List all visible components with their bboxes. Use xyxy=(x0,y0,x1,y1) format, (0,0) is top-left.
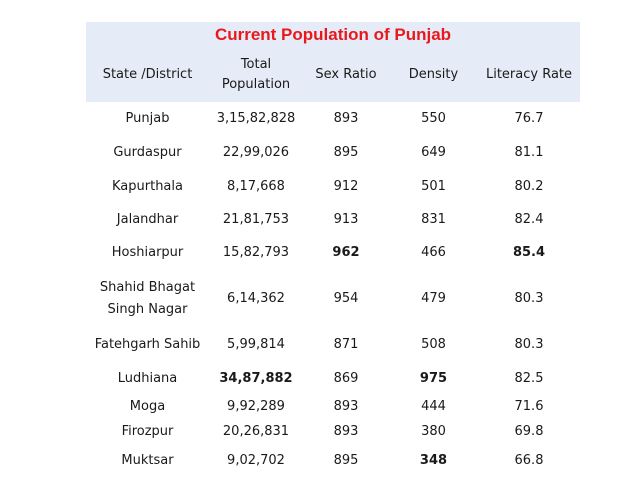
cell-population: 9,02,702 xyxy=(227,453,285,468)
table-row xyxy=(86,395,580,419)
cell-literacy: 80.3 xyxy=(514,291,544,306)
cell-district: Shahid Bhagat Singh Nagar xyxy=(99,280,196,317)
cell-sex-ratio: 893 xyxy=(333,424,359,439)
header-literacy-rate: Literacy Rate xyxy=(485,67,573,82)
cell-population: 5,99,814 xyxy=(227,337,285,352)
cell-district: Kapurthala xyxy=(112,179,183,194)
cell-district: Gurdaspur xyxy=(113,145,182,160)
cell-density: 501 xyxy=(421,179,446,194)
table-row xyxy=(86,328,580,362)
cell-population: 9,92,289 xyxy=(227,399,285,414)
table-title: Current Population of Punjab xyxy=(86,22,580,48)
table-row xyxy=(86,270,580,328)
table-row xyxy=(86,419,580,445)
cell-density: 380 xyxy=(421,424,446,439)
cell-population: 3,15,82,828 xyxy=(216,111,296,126)
cell-density-highest: 975 xyxy=(419,370,448,386)
cell-district: Jalandhar xyxy=(116,212,179,227)
cell-district: Muktsar xyxy=(121,453,174,468)
header-state-district: State /District xyxy=(102,67,193,82)
cell-density: 508 xyxy=(421,337,446,352)
header-sex-ratio: Sex Ratio xyxy=(315,67,377,82)
cell-population: 6,14,362 xyxy=(227,291,285,306)
cell-sex-ratio: 869 xyxy=(333,370,359,386)
cell-literacy: 71.6 xyxy=(514,399,544,414)
cell-sex-ratio-highest: 962 xyxy=(332,245,360,260)
table-row xyxy=(86,102,580,136)
cell-density-lowest: 348 xyxy=(419,453,448,468)
table-row xyxy=(86,445,580,477)
cell-district: Firozpur xyxy=(121,424,174,439)
cell-sex-ratio: 895 xyxy=(333,453,359,468)
cell-literacy: 80.2 xyxy=(514,179,544,194)
table-row xyxy=(86,204,580,236)
cell-population: 15,82,793 xyxy=(222,245,290,260)
cell-literacy: 76.7 xyxy=(514,111,544,126)
cell-district: Punjab xyxy=(125,111,170,126)
cell-literacy: 66.8 xyxy=(514,453,544,468)
header-density: Density xyxy=(408,67,459,82)
header-total-population: Total Population xyxy=(221,57,291,92)
cell-district: Ludhiana xyxy=(117,370,178,386)
cell-population: 8,17,668 xyxy=(227,179,285,194)
cell-district: Moga xyxy=(129,399,166,414)
cell-literacy: 82.5 xyxy=(514,370,544,386)
cell-density: 831 xyxy=(421,212,446,227)
cell-population: 20,26,831 xyxy=(222,424,290,439)
cell-density: 550 xyxy=(421,111,446,126)
cell-density: 479 xyxy=(421,291,446,306)
cell-sex-ratio: 893 xyxy=(333,399,359,414)
population-table-container xyxy=(86,22,580,477)
cell-density: 466 xyxy=(421,245,446,260)
cell-literacy: 82.4 xyxy=(514,212,544,227)
table-row xyxy=(86,362,580,395)
cell-density: 444 xyxy=(421,399,446,414)
cell-district: Fatehgarh Sahib xyxy=(94,337,201,352)
cell-sex-ratio: 913 xyxy=(333,212,359,227)
cell-population: 22,99,026 xyxy=(222,145,290,160)
cell-sex-ratio: 912 xyxy=(333,179,359,194)
cell-literacy: 80.3 xyxy=(514,337,544,352)
cell-sex-ratio: 954 xyxy=(333,291,359,306)
table-row xyxy=(86,136,580,170)
cell-density: 649 xyxy=(421,145,446,160)
cell-sex-ratio: 893 xyxy=(333,111,359,126)
cell-literacy-highest: 85.4 xyxy=(512,245,546,260)
cell-literacy: 81.1 xyxy=(514,145,544,160)
table-row xyxy=(86,170,580,204)
population-table xyxy=(86,48,580,477)
cell-sex-ratio: 895 xyxy=(333,145,359,160)
cell-literacy: 69.8 xyxy=(514,424,544,439)
cell-population-highest: 34,87,882 xyxy=(219,370,293,386)
cell-sex-ratio: 871 xyxy=(333,337,359,352)
cell-district: Hoshiarpur xyxy=(111,245,184,260)
table-header-row xyxy=(86,48,580,102)
table-row xyxy=(86,236,580,270)
cell-population: 21,81,753 xyxy=(222,212,290,227)
